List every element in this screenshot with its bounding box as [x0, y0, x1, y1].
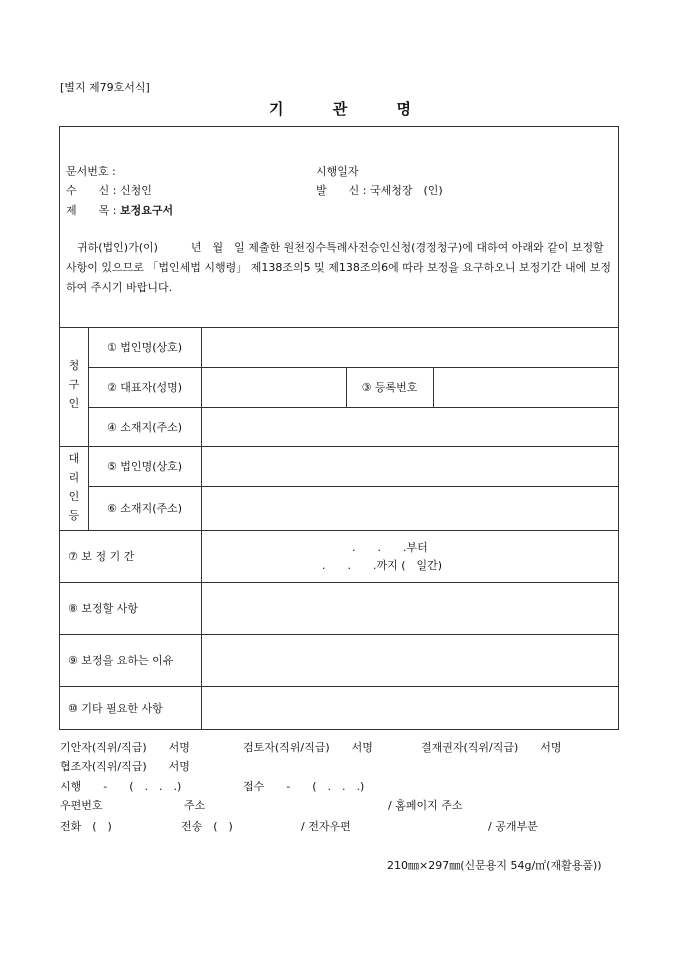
subject-label-text: 제 목 :	[66, 204, 117, 217]
footer-reviewer: 검토자(직위/직급) 서명	[243, 741, 373, 754]
field-agent-address: ⑥ 소재지(주소)	[106, 502, 183, 515]
field-reason: ⑨ 보정을 요하는 이유	[68, 654, 174, 667]
field-items: ⑧ 보정할 사항	[68, 602, 138, 615]
footer-postal: 우편번호	[60, 799, 103, 812]
footer-email: / 전자우편	[301, 820, 351, 833]
paper-spec: 210㎜×297㎜(신문용지 54g/㎡(재활용품))	[387, 859, 602, 872]
field-other: ⑩ 기타 필요한 사항	[68, 702, 163, 715]
field-address: ④ 소재지(주소)	[106, 420, 183, 434]
period-from: . . .부터	[352, 541, 428, 554]
footer-fax: 전송 ( )	[181, 820, 233, 833]
field-corp-name: ① 법인명(상호)	[106, 341, 183, 354]
form-label: [별지 제79호서식]	[60, 81, 150, 94]
footer-receipt: 접수 - ( . . .)	[243, 780, 365, 793]
field-representative: ② 대표자(성명)	[106, 381, 183, 394]
field-period: ⑦ 보 정 기 간	[68, 550, 135, 563]
body-paragraph: 귀하(법인)가(이) 년 월 일 제출한 원천징수특례사전승인신청(경정청구)에 대하여 아래와 같이 보정할 사항이 있으므로 「법인세법 시행령」 제138조의5 및 제138조의6에 따라 보정을 요구하오니 보정기간 내에 보정하여 주시기 바랍니다.	[66, 241, 611, 294]
enforce-date: 시행일자	[316, 165, 359, 178]
field-reg-number: ③ 등록번호	[361, 381, 418, 394]
footer-homepage: / 홈페이지 주소	[388, 799, 463, 812]
sender: 발 신 : 국세청장 (인)	[316, 184, 443, 197]
subject-label	[66, 202, 173, 218]
footer-approver: 결재권자(직위/직급) 서명	[421, 741, 562, 754]
recipient: 수 신 : 신청인	[66, 184, 152, 197]
group-agent: 대리인등	[68, 452, 80, 522]
page-title: 기 관 명	[269, 100, 433, 118]
form-frame	[59, 126, 619, 730]
group-claimant: 청구인	[68, 359, 80, 410]
subject-value: 보정요구서	[119, 204, 174, 217]
footer-drafter: 기안자(직위/직급) 서명	[60, 741, 190, 754]
footer-phone: 전화 ( )	[60, 820, 112, 833]
period-to: . . .까지 ( 일간)	[322, 559, 443, 572]
footer-cooperator: 협조자(직위/직급) 서명	[60, 760, 190, 773]
field-agent-corp-name: ⑤ 법인명(상호)	[106, 460, 183, 473]
footer-disclosure: / 공개부분	[488, 820, 538, 833]
footer-enforce: 시행 - ( . . .)	[60, 780, 182, 793]
footer-address: 주소	[184, 799, 206, 812]
doc-number: 문서번호 :	[66, 165, 116, 178]
